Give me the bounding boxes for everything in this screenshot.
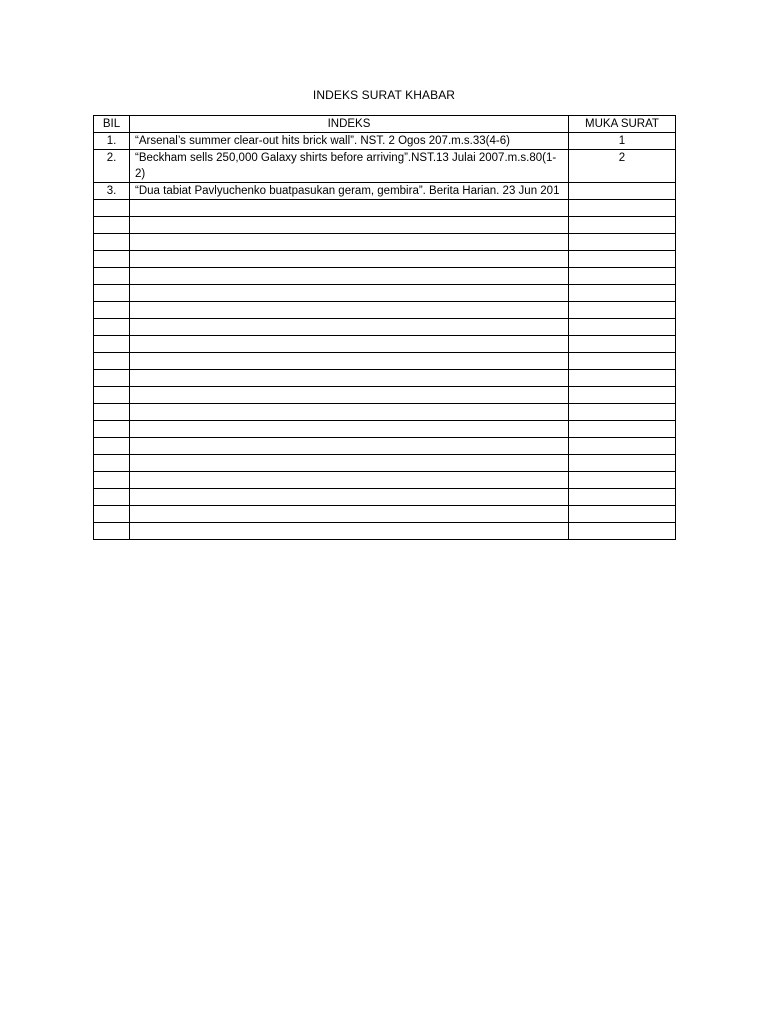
empty-bil-cell (94, 472, 130, 489)
empty-bil-cell (94, 523, 130, 540)
empty-muka-surat-cell (569, 302, 676, 319)
empty-bil-cell (94, 319, 130, 336)
empty-muka-surat-cell (569, 523, 676, 540)
empty-table-row (94, 319, 676, 336)
empty-muka-surat-cell (569, 472, 676, 489)
empty-indeks-cell (130, 200, 569, 217)
empty-bil-cell (94, 353, 130, 370)
empty-bil-cell (94, 370, 130, 387)
header-bil: BIL (94, 116, 130, 133)
empty-indeks-cell (130, 319, 569, 336)
empty-table-row (94, 336, 676, 353)
empty-table-row (94, 217, 676, 234)
empty-indeks-cell (130, 251, 569, 268)
empty-table-row (94, 489, 676, 506)
empty-bil-cell (94, 336, 130, 353)
empty-indeks-cell (130, 472, 569, 489)
header-muka-surat: MUKA SURAT (569, 116, 676, 133)
empty-indeks-cell (130, 370, 569, 387)
empty-bil-cell (94, 200, 130, 217)
empty-muka-surat-cell (569, 217, 676, 234)
empty-bil-cell (94, 387, 130, 404)
empty-bil-cell (94, 404, 130, 421)
document-title: INDEKS SURAT KHABAR (312, 88, 456, 102)
empty-bil-cell (94, 455, 130, 472)
empty-muka-surat-cell (569, 438, 676, 455)
empty-table-row (94, 370, 676, 387)
page-number: 2 (569, 150, 676, 183)
empty-table-row (94, 523, 676, 540)
empty-indeks-cell (130, 438, 569, 455)
empty-bil-cell (94, 251, 130, 268)
page-number (569, 183, 676, 200)
table-row (94, 133, 676, 150)
empty-indeks-cell (130, 268, 569, 285)
empty-muka-surat-cell (569, 387, 676, 404)
empty-indeks-cell (130, 217, 569, 234)
empty-muka-surat-cell (569, 370, 676, 387)
empty-table-row (94, 251, 676, 268)
empty-muka-surat-cell (569, 200, 676, 217)
empty-bil-cell (94, 438, 130, 455)
empty-indeks-cell (130, 421, 569, 438)
empty-indeks-cell (130, 302, 569, 319)
empty-indeks-cell (130, 285, 569, 302)
empty-table-row (94, 353, 676, 370)
empty-bil-cell (94, 217, 130, 234)
empty-indeks-cell (130, 506, 569, 523)
empty-muka-surat-cell (569, 285, 676, 302)
empty-table-row (94, 472, 676, 489)
empty-bil-cell (94, 506, 130, 523)
empty-muka-surat-cell (569, 404, 676, 421)
empty-bil-cell (94, 421, 130, 438)
table-row (94, 150, 676, 183)
empty-table-row (94, 404, 676, 421)
empty-table-row (94, 200, 676, 217)
page-number: 1 (569, 133, 676, 150)
newspaper-index-table (93, 115, 676, 540)
empty-table-row (94, 455, 676, 472)
empty-indeks-cell (130, 387, 569, 404)
empty-indeks-cell (130, 523, 569, 540)
index-entry: “Arsenal’s summer clear-out hits brick wall”. NST. 2 Ogos 207.m.s.33(4-6) (130, 133, 569, 150)
empty-bil-cell (94, 268, 130, 285)
empty-muka-surat-cell (569, 268, 676, 285)
empty-table-row (94, 268, 676, 285)
empty-muka-surat-cell (569, 489, 676, 506)
empty-indeks-cell (130, 336, 569, 353)
empty-muka-surat-cell (569, 336, 676, 353)
row-number: 1. (94, 133, 130, 150)
header-indeks: INDEKS (130, 116, 569, 133)
empty-bil-cell (94, 489, 130, 506)
empty-bil-cell (94, 285, 130, 302)
table-header-row (94, 116, 676, 133)
empty-table-row (94, 387, 676, 404)
empty-indeks-cell (130, 404, 569, 421)
empty-table-row (94, 506, 676, 523)
empty-muka-surat-cell (569, 455, 676, 472)
empty-muka-surat-cell (569, 506, 676, 523)
empty-muka-surat-cell (569, 353, 676, 370)
empty-bil-cell (94, 234, 130, 251)
empty-table-row (94, 421, 676, 438)
empty-muka-surat-cell (569, 421, 676, 438)
empty-bil-cell (94, 302, 130, 319)
row-number: 2. (94, 150, 130, 183)
empty-muka-surat-cell (569, 234, 676, 251)
empty-indeks-cell (130, 489, 569, 506)
empty-indeks-cell (130, 353, 569, 370)
table-row (94, 183, 676, 200)
empty-indeks-cell (130, 234, 569, 251)
row-number: 3. (94, 183, 130, 200)
empty-muka-surat-cell (569, 319, 676, 336)
index-entry: “Dua tabiat Pavlyuchenko buatpasukan geram, gembira”. Berita Harian. 23 Jun 201 (130, 183, 569, 200)
empty-table-row (94, 285, 676, 302)
empty-table-row (94, 234, 676, 251)
empty-table-row (94, 302, 676, 319)
index-entry: “Beckham sells 250,000 Galaxy shirts before arriving”.NST.13 Julai 2007.m.s.80(1-2) (130, 150, 569, 183)
empty-muka-surat-cell (569, 251, 676, 268)
empty-indeks-cell (130, 455, 569, 472)
empty-table-row (94, 438, 676, 455)
